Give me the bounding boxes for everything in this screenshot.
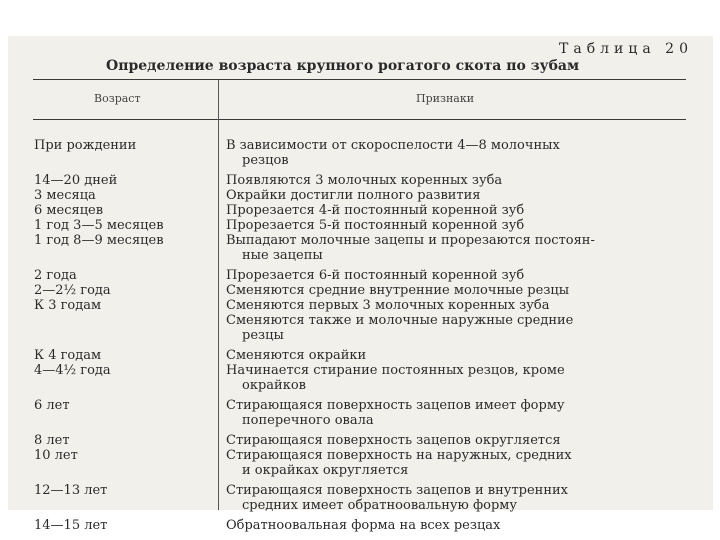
row-sign-continuation: резцы: [242, 328, 284, 343]
row-sign-text: Начинается стирание постоянных резцов, кроме: [226, 363, 565, 378]
row-sign-text: Обратноовальная форма на всех резцах: [226, 518, 501, 533]
row-age: 12—13 лет: [34, 483, 108, 498]
row-sign-continuation: резцов: [242, 153, 289, 168]
row-signs: [224, 398, 666, 428]
row-sign-continuation: окрайков: [242, 378, 306, 393]
row-signs: [224, 268, 666, 283]
scanned-page: [8, 36, 713, 533]
row-age: 1 год 3—5 месяцев: [34, 218, 164, 233]
row-age: 6 месяцев: [34, 203, 104, 218]
row-signs: [224, 518, 666, 533]
row-signs: [224, 283, 666, 298]
row-sign-text: Прорезается 4-й постоянный коренной зуб: [226, 203, 525, 218]
row-sign-text: Стирающаяся поверхность зацепов и внутренних: [226, 483, 568, 498]
table-body: [8, 138, 713, 533]
table-row: [8, 283, 713, 298]
row-sign-continuation: и окрайках округляется: [242, 463, 409, 478]
row-signs: [224, 448, 666, 478]
table-row: [8, 268, 713, 283]
table-row: [8, 173, 713, 188]
row-sign-text: Сменяются первых 3 молочных коренных зуба: [226, 298, 550, 313]
row-age: 10 лет: [34, 448, 78, 463]
row-sign-text: Сменяются окрайки: [226, 348, 367, 363]
table-row: [8, 138, 713, 168]
row-signs: [224, 483, 666, 513]
row-age: 1 год 8—9 месяцев: [34, 233, 164, 248]
row-sign-text: В зависимости от скороспелости 4—8 молочных: [226, 138, 560, 153]
header-bottom-rule: [33, 119, 686, 120]
row-signs: [224, 363, 666, 393]
table-row: [8, 313, 713, 343]
column-header-signs: Признаки: [416, 92, 475, 105]
row-sign-text: Сменяются средние внутренние молочные резцы: [226, 283, 570, 298]
row-age: [8, 313, 224, 343]
table-row: [8, 363, 713, 393]
table-row: [8, 203, 713, 218]
table-top-rule: [33, 79, 686, 80]
row-signs: [224, 233, 666, 263]
table-number: Таблица 20: [559, 41, 693, 57]
row-age: 2—2½ года: [34, 283, 111, 298]
row-sign-continuation: ные зацепы: [242, 248, 323, 263]
row-signs: [224, 433, 666, 448]
row-sign-text: Выпадают молочные зацепы и прорезаются постоян-: [226, 233, 595, 248]
table-row: [8, 218, 713, 233]
table-row: [8, 348, 713, 363]
row-age: 2 года: [34, 268, 77, 283]
row-age: 14—15 лет: [34, 518, 108, 533]
table-row: [8, 298, 713, 313]
row-sign-text: Сменяются также и молочные наружные средние: [226, 313, 574, 328]
row-signs: [224, 173, 666, 188]
row-sign-text: Прорезается 5-й постоянный коренной зуб: [226, 218, 525, 233]
column-header-age: Возраст: [94, 92, 141, 105]
row-signs: [224, 188, 666, 203]
row-age: 3 месяца: [34, 188, 96, 203]
row-signs: [224, 203, 666, 218]
row-age: 4—4½ года: [34, 363, 111, 378]
row-signs: [224, 138, 666, 168]
row-sign-text: Прорезается 6-й постоянный коренной зуб: [226, 268, 525, 283]
row-age: К 3 годам: [34, 298, 102, 313]
row-sign-text: Появляются 3 молочных коренных зуба: [226, 173, 503, 188]
table-row: [8, 433, 713, 448]
table-row: [8, 233, 713, 263]
table-row: [8, 188, 713, 203]
row-sign-text: Стирающаяся поверхность на наружных, средних: [226, 448, 572, 463]
row-sign-text: Окрайки достигли полного развития: [226, 188, 481, 203]
row-signs: [224, 298, 666, 313]
table-title: Определение возраста крупного рогатого скота по зубам: [106, 58, 580, 74]
row-sign-text: Стирающаяся поверхность зацепов имеет форму: [226, 398, 565, 413]
row-age: 14—20 дней: [34, 173, 118, 188]
table-row: [8, 518, 713, 533]
row-signs: [224, 313, 666, 343]
row-age: К 4 годам: [34, 348, 102, 363]
row-sign-continuation: поперечного овала: [242, 413, 374, 428]
table-row: [8, 448, 713, 478]
row-age: При рождении: [34, 138, 137, 153]
table-row: [8, 483, 713, 513]
row-age: 8 лет: [34, 433, 70, 448]
table-row: [8, 398, 713, 428]
row-sign-text: Стирающаяся поверхность зацепов округляется: [226, 433, 561, 448]
row-age: 6 лет: [34, 398, 70, 413]
row-sign-continuation: средних имеет обратноовальную форму: [242, 498, 518, 513]
row-signs: [224, 348, 666, 363]
row-signs: [224, 218, 666, 233]
